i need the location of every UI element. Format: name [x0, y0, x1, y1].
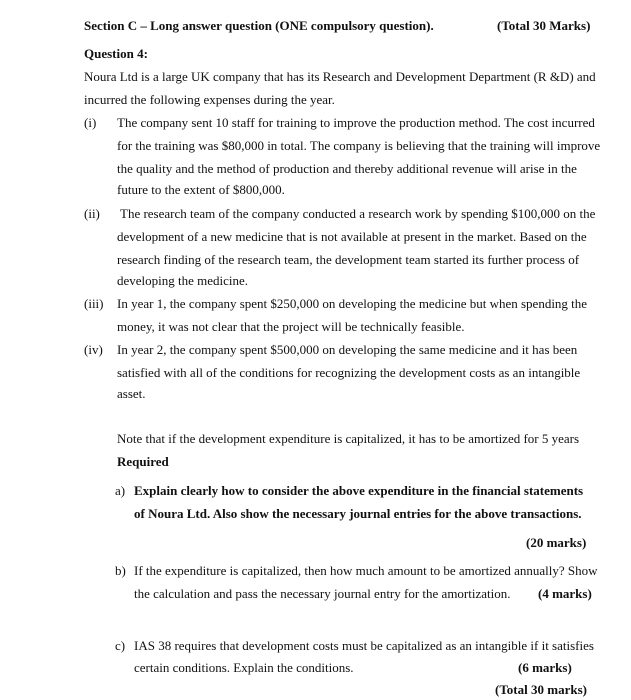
question-intro-line-1: Noura Ltd is a large UK company that has its Research and Development Department (R &D) and	[84, 69, 596, 84]
part-b-line: the calculation and pass the necessary journal entry for the amortization.	[134, 586, 511, 601]
part-b-marks: (4 marks)	[538, 586, 592, 601]
total-marks-footer: (Total 30 marks)	[495, 682, 587, 697]
part-c-line: certain conditions. Explain the conditions.	[134, 660, 354, 675]
question-title: Question 4:	[84, 46, 148, 61]
item-3-line: In year 1, the company spent $250,000 on developing the medicine but when spending the	[117, 296, 588, 311]
section-total-marks: (Total 30 Marks)	[497, 18, 591, 33]
item-2-line: The research team of the company conducted a research work by spending $100,000 on the	[120, 206, 596, 221]
part-c-line: IAS 38 requires that development costs must be capitalized as an intangible if it satisfies	[134, 638, 594, 653]
item-1-line: the quality and the method of production and thereby additional revenue will arise in the	[117, 161, 577, 176]
part-a-marks: (20 marks)	[526, 535, 587, 550]
part-label: c)	[115, 638, 126, 653]
item-1-line: future to the extent of $800,000.	[117, 182, 285, 197]
item-4-line: asset.	[117, 386, 146, 401]
part-a-line: of Noura Ltd. Also show the necessary journal entries for the above transactions.	[134, 506, 582, 521]
item-number: (i)	[84, 115, 97, 130]
section-title: Section C – Long answer question (ONE compulsory question).	[84, 18, 434, 33]
part-label: b)	[115, 563, 126, 578]
item-number: (iii)	[84, 296, 104, 311]
item-1-line: for the training was $80,000 in total. The company is believing that the training will improve	[117, 138, 601, 153]
part-c-marks: (6 marks)	[518, 660, 572, 675]
item-4-line: satisfied with all of the conditions for recognizing the development costs as an intangible	[117, 365, 581, 380]
item-number: (iv)	[84, 342, 103, 357]
part-a-line: Explain clearly how to consider the above expenditure in the financial statements	[134, 483, 584, 498]
amortization-note: Note that if the development expenditure is capitalized, it has to be amortized for 5 years	[117, 431, 580, 446]
item-4-line: In year 2, the company spent $500,000 on developing the same medicine and it has been	[117, 342, 578, 357]
part-label: a)	[115, 483, 126, 498]
item-2-line: developing the medicine.	[117, 273, 249, 288]
question-intro-line-2: incurred the following expenses during the year.	[84, 92, 335, 107]
item-1-line: The company sent 10 staff for training to improve the production method. The cost incurred	[117, 115, 595, 130]
item-2-line: development of a new medicine that is not available at present in the market. Based on the	[117, 229, 587, 244]
item-number: (ii)	[84, 206, 100, 221]
required-label: Required	[117, 454, 169, 469]
part-b-line: If the expenditure is capitalized, then how much amount to be amortized annually? Show	[134, 563, 598, 578]
item-2-line: research finding of the research team, the development team started its further process of	[117, 252, 580, 267]
item-3-line: money, it was not clear that the project will be technically feasible.	[117, 319, 465, 334]
